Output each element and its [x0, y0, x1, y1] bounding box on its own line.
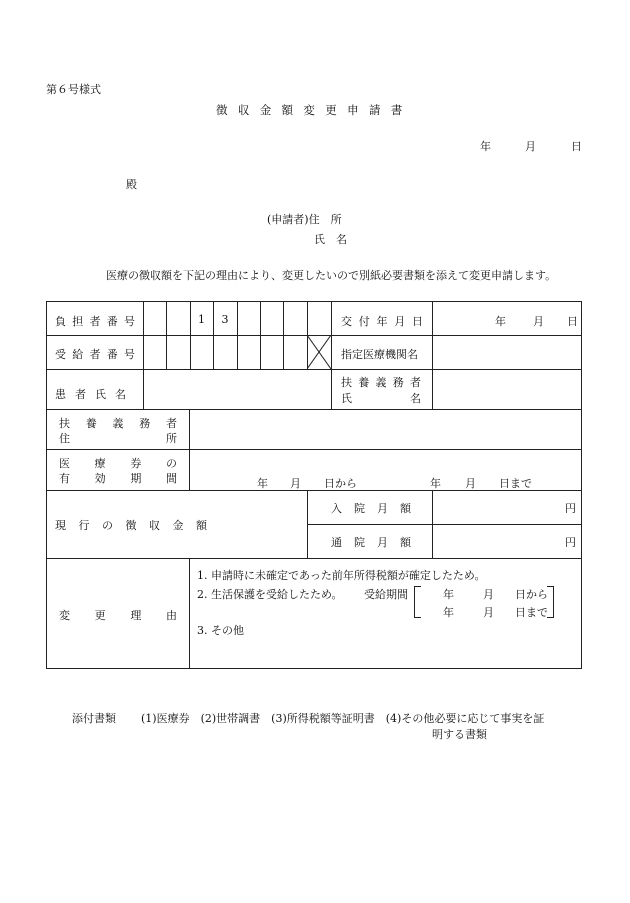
voucher-label-2: 有 効 期 間 [59, 472, 177, 485]
outpatient-label: 通 院 月 額 [331, 536, 411, 549]
issue-month: 月 [533, 315, 544, 328]
receiving-to: 日まで [515, 606, 548, 619]
left-bracket [414, 586, 421, 618]
right-bracket [547, 586, 554, 618]
application-table [46, 301, 582, 669]
burden-number-label: 負 担 者 番 号 [55, 315, 135, 328]
attachments-items: (1)医療券 (2)世帯調書 (3)所得税額等証明書 (4)その他必要に応じて事実を証 [141, 712, 545, 725]
reason-1: 1. 申請時に未確定であった前年所得税額が確定したため。 [197, 569, 486, 582]
period-year-1: 年 [257, 477, 268, 490]
crossed-out-cell [307, 335, 331, 369]
reason-2: 2. 生活保護を受給したため。 [197, 588, 343, 601]
receiving-from: 日から [515, 588, 548, 601]
period-to: 日まで [499, 477, 532, 490]
digit-cell-3: 1 [198, 313, 205, 326]
patient-name-label: 患 者 氏 名 [55, 388, 126, 401]
issue-year: 年 [495, 315, 506, 328]
issue-date-label: 交 付 年 月 日 [341, 315, 423, 328]
form-title: 徴収金額変更申請書 [216, 103, 413, 117]
inpatient-yen: 円 [565, 502, 576, 515]
reason-3: 3. その他 [197, 624, 244, 637]
guardian-name-label-2: 氏 名 [341, 392, 421, 405]
guardian-address-label-2: 住 所 [59, 432, 177, 445]
date-year: 年 [480, 140, 491, 153]
receiving-period-label: 受給期間 [364, 588, 408, 601]
receiving-year-1: 年 [443, 588, 454, 601]
period-month-2: 月 [465, 477, 476, 490]
date-month: 月 [525, 140, 536, 153]
period-month-1: 月 [290, 477, 301, 490]
outpatient-yen: 円 [565, 536, 576, 549]
guardian-address-label-1: 扶 養 義 務 者 [59, 417, 177, 430]
period-year-2: 年 [430, 477, 441, 490]
receiving-year-2: 年 [443, 606, 454, 619]
inpatient-label: 入 院 月 額 [331, 502, 411, 515]
voucher-label-1: 医 療 券 の [59, 457, 177, 470]
attachments-continuation: 明する書類 [432, 728, 487, 741]
form-number: 第６号様式 [46, 83, 101, 96]
addressee-suffix: 殿 [126, 178, 137, 191]
attachments-label: 添付書類 [72, 712, 116, 725]
digit-cell-4: 3 [221, 313, 229, 326]
applicant-address-label: (申請者)住 所 [267, 213, 342, 226]
applicant-name-label: 氏 名 [314, 233, 347, 246]
designated-institution-label: 指定医療機関名 [341, 348, 418, 361]
receiving-month-1: 月 [483, 588, 494, 601]
current-amount-label: 現 行 の 徴 収 金 額 [55, 519, 207, 532]
recipient-number-label: 受 給 者 番 号 [55, 348, 135, 361]
issue-day: 日 [567, 315, 578, 328]
period-from: 日から [324, 477, 357, 490]
intro-text: 医療の徴収額を下記の理由により、変更したいので別紙必要書類を添えて変更申請します。 [106, 269, 557, 282]
reason-label: 変 更 理 由 [59, 609, 177, 622]
receiving-month-2: 月 [483, 606, 494, 619]
guardian-name-label-1: 扶 養 義 務 者 [341, 376, 421, 389]
date-day: 日 [571, 140, 582, 153]
